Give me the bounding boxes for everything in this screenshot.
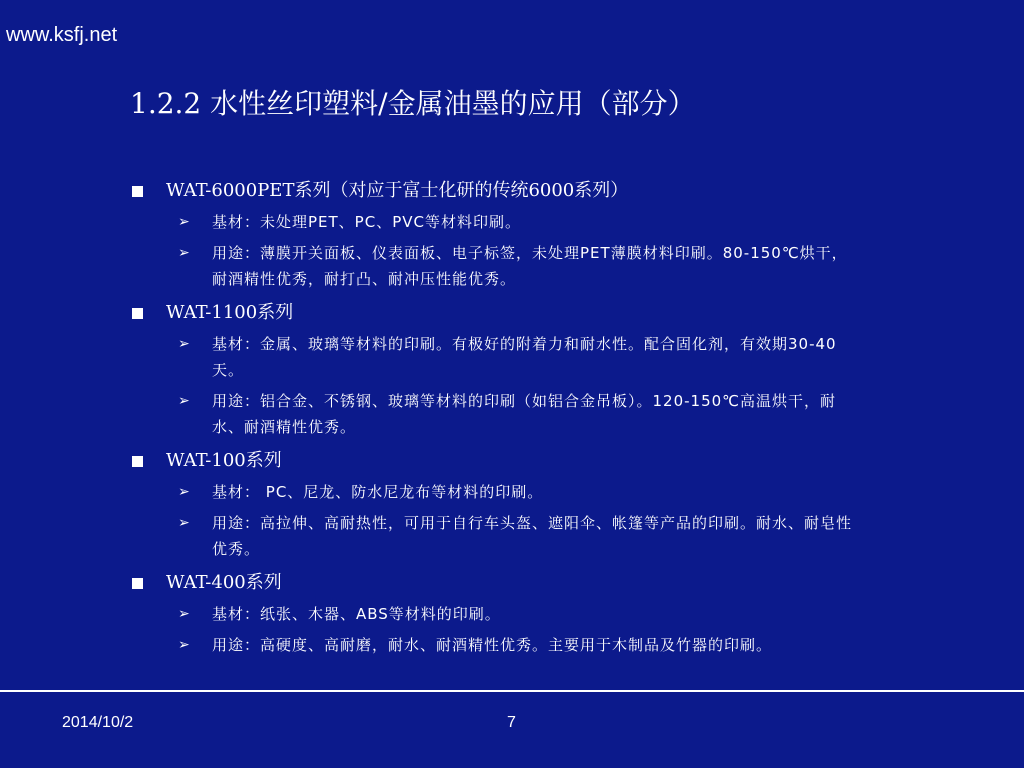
sub-item — [130, 388, 852, 440]
arrow-bullet-icon: ➢ — [178, 336, 191, 352]
sub-item — [130, 331, 852, 383]
arrow-bullet-icon: ➢ — [178, 515, 191, 531]
series-heading: WAT-400系列 — [166, 572, 282, 593]
arrow-bullet-icon: ➢ — [178, 484, 191, 500]
series-heading: WAT-6000PET系列（对应于富士化研的传统6000系列） — [166, 180, 629, 201]
footer-divider — [0, 690, 1024, 692]
sub-item-text: 基材：未处理PET、PC、PVC等材料印刷。 — [212, 213, 521, 231]
arrow-bullet-icon: ➢ — [178, 245, 191, 261]
sub-item-text: 用途：铝合金、不锈钢、玻璃等材料的印刷（如铝合金吊板）。120-150℃高温烘干，耐水、耐酒精性优秀。 — [212, 392, 837, 436]
sub-item — [130, 510, 852, 562]
slide-content — [130, 178, 930, 658]
site-url: www.ksfj.net — [6, 24, 118, 46]
arrow-bullet-icon: ➢ — [178, 637, 191, 653]
sub-item — [130, 209, 852, 235]
sub-item-text: 基材：纸张、木器、ABS等材料的印刷。 — [212, 605, 501, 623]
sub-item-text: 基材： PC、尼龙、防水尼龙布等材料的印刷。 — [212, 483, 544, 501]
square-bullet-icon — [132, 308, 143, 319]
page-number: 7 — [507, 714, 516, 731]
sub-item-text: 用途：高拉伸、高耐热性，可用于自行车头盔、遮阳伞、帐篷等产品的印刷。耐水、耐皂性优秀。 — [212, 514, 853, 558]
series-item — [130, 570, 930, 596]
sub-item-text: 用途：高硬度、高耐磨，耐水、耐酒精性优秀。主要用于木制品及竹器的印刷。 — [212, 636, 773, 654]
arrow-bullet-icon: ➢ — [178, 214, 191, 230]
sub-item — [130, 240, 852, 292]
sub-item — [130, 601, 852, 627]
series-item — [130, 300, 930, 326]
sub-item — [130, 479, 852, 505]
square-bullet-icon — [132, 186, 143, 197]
arrow-bullet-icon: ➢ — [178, 393, 191, 409]
square-bullet-icon — [132, 456, 143, 467]
sub-item-text: 用途：薄膜开关面板、仪表面板、电子标签，未处理PET薄膜材料印刷。80-150℃烘干，耐酒精性优秀，耐打凸、耐冲压性能优秀。 — [212, 244, 848, 288]
arrow-bullet-icon: ➢ — [178, 606, 191, 622]
square-bullet-icon — [132, 578, 143, 589]
sub-item — [130, 632, 852, 658]
series-item — [130, 178, 930, 204]
series-heading: WAT-100系列 — [166, 450, 282, 471]
footer-date: 2014/10/2 — [62, 714, 134, 731]
sub-item-text: 基材：金属、玻璃等材料的印刷。有极好的附着力和耐水性。配合固化剂，有效期30-40天。 — [212, 335, 837, 379]
series-heading: WAT-1100系列 — [166, 302, 294, 323]
series-item — [130, 448, 930, 474]
slide-title: 1.2.2 水性丝印塑料/金属油墨的应用（部分） — [130, 87, 696, 120]
